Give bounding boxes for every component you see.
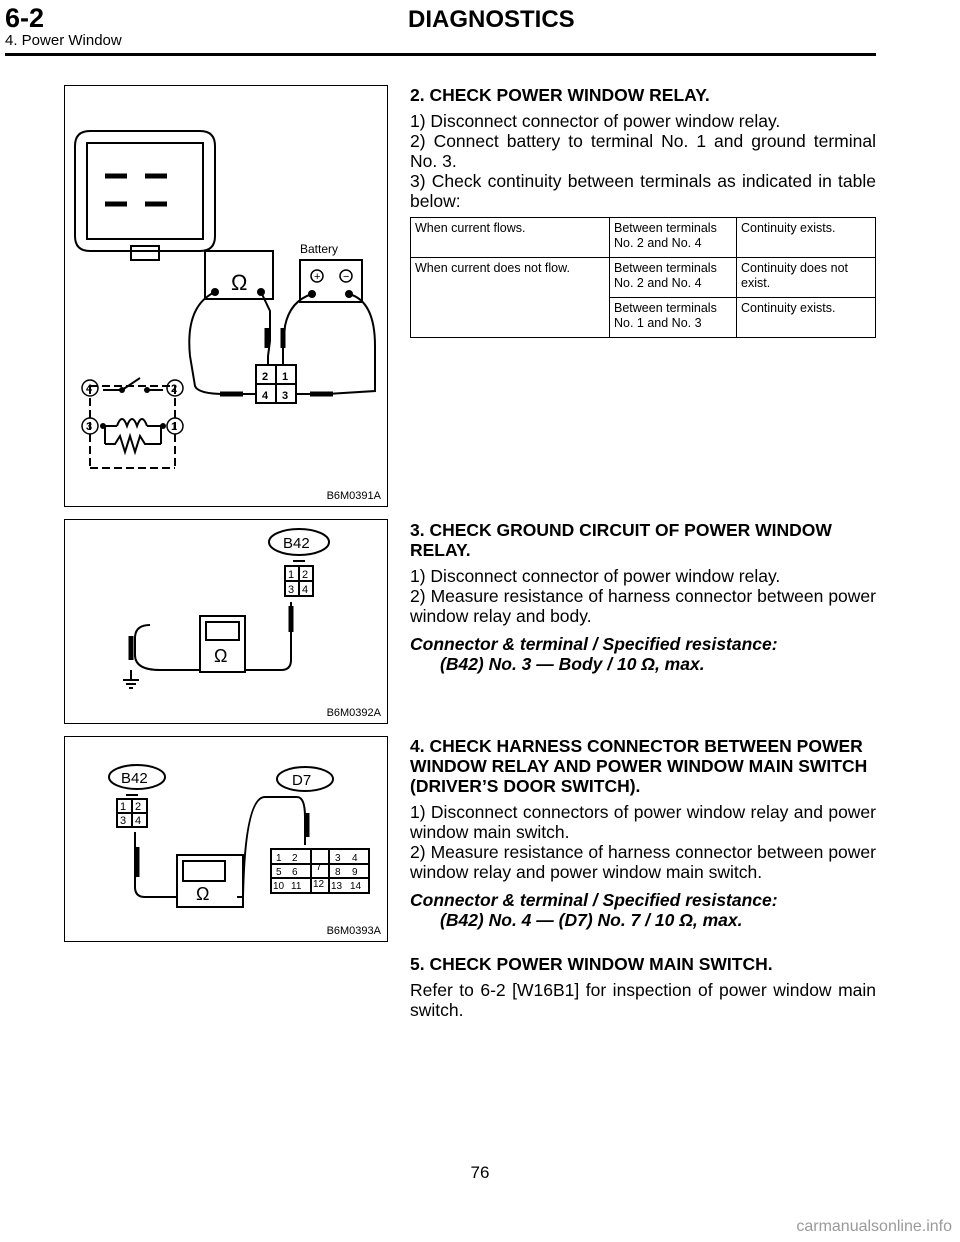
plus-sign: + (314, 271, 321, 283)
terminal-label: 2 (171, 383, 178, 395)
figure-code: B6M0392A (326, 707, 381, 719)
pin-label: 14 (350, 881, 362, 892)
section-heading: 4. CHECK HARNESS CONNECTOR BETWEEN POWER WINDOW RELAY AND POWER WINDOW MAIN SWITCH (DRIVER’S DOOR SWITCH). (410, 736, 868, 796)
pin-label: 8 (335, 867, 341, 878)
spec-value: (B42) No. 4 — (D7) No. 7 / 10 Ω, max. (440, 910, 743, 930)
table-cell: Continuity exists. (737, 218, 876, 258)
pin-label: 12 (313, 879, 325, 890)
spec-label: Connector & terminal / Specified resistance: (410, 890, 778, 910)
spec-block (410, 890, 876, 930)
connector-label: D7 (292, 772, 312, 789)
pin-label: 10 (273, 881, 285, 892)
table-cell: Between terminals No. 2 and No. 4 (610, 218, 737, 258)
pin-label: 4 (302, 584, 309, 596)
table-cell: Between terminals No. 2 and No. 4 (610, 258, 737, 298)
section-heading: 3. CHECK GROUND CIRCUIT OF POWER WINDOW RELAY. (410, 520, 832, 560)
pin-label: 1 (288, 569, 295, 581)
terminal-label: 1 (171, 421, 178, 433)
pin-label: 5 (276, 867, 282, 878)
spec-label: Connector & terminal / Specified resistance: (410, 634, 778, 654)
table-row (411, 258, 876, 298)
step-text: 2) Measure resistance of harness connector between power window relay and power window main switch. (410, 842, 876, 882)
section-check-harness (410, 736, 876, 930)
terminal-label: 4 (86, 383, 93, 395)
harness-connector-diagram (65, 737, 387, 941)
page-title: DIAGNOSTICS (408, 6, 575, 33)
battery-label: Battery (300, 242, 339, 256)
watermark: carmanualsonline.info (796, 1218, 952, 1235)
ohm-symbol: Ω (214, 646, 228, 666)
section-check-main-switch (410, 954, 876, 1020)
spec-value: (B42) No. 3 — Body / 10 Ω, max. (440, 654, 705, 674)
pin-label: 4 (135, 815, 142, 827)
connector-label: B42 (121, 770, 148, 787)
pin-label: 4 (352, 853, 358, 864)
pin-label: 6 (292, 867, 298, 878)
step-text: 1) Disconnect connectors of power window relay and power window main switch. (410, 802, 876, 842)
pin-label: 11 (291, 881, 302, 892)
step-text: 3) Check continuity between terminals as indicated in table below: (410, 171, 876, 211)
section-heading: 5. CHECK POWER WINDOW MAIN SWITCH. (410, 954, 773, 974)
header-rule (5, 53, 876, 56)
section-subtitle: 4. Power Window (5, 32, 122, 49)
step-text: 1) Disconnect connector of power window relay. (410, 111, 781, 131)
terminal-label: 3 (86, 421, 93, 433)
pin-label: 4 (262, 390, 269, 402)
pin-label: 1 (276, 853, 282, 864)
table-cell: Continuity does not exist. (737, 258, 876, 298)
ohm-symbol: Ω (231, 270, 248, 295)
relay-test-diagram (65, 86, 387, 506)
section-check-ground (410, 520, 876, 674)
table-cell: When current flows. (411, 218, 610, 258)
section-heading: 2. CHECK POWER WINDOW RELAY. (410, 85, 710, 105)
section-check-relay (410, 85, 876, 338)
table-row (411, 218, 876, 258)
pin-label: 2 (262, 371, 269, 383)
step-text: 2) Measure resistance of harness connector between power window relay and body. (410, 586, 876, 626)
step-text: 1) Disconnect connector of power window relay. (410, 566, 781, 586)
section-code: 6-2 (5, 3, 45, 33)
figure-code: B6M0393A (326, 925, 381, 937)
pin-label: 9 (352, 867, 358, 878)
figure-ground-circuit (64, 519, 388, 724)
ground-circuit-diagram (65, 520, 387, 723)
page-number: 76 (470, 1163, 490, 1182)
table-cell: When current does not flow. (411, 258, 610, 338)
pin-label: 2 (135, 801, 142, 813)
pin-label: 3 (120, 815, 127, 827)
pin-label: 3 (288, 584, 295, 596)
pin-label: 13 (331, 881, 343, 892)
pin-label: 3 (282, 390, 289, 402)
figure-relay-test (64, 85, 388, 507)
pin-label: 7 (316, 862, 322, 873)
pin-label: 1 (120, 801, 127, 813)
step-text: 2) Connect battery to terminal No. 1 and ground terminal No. 3. (410, 131, 876, 171)
connector-label: B42 (283, 535, 310, 552)
figure-code: B6M0391A (326, 490, 381, 502)
spec-block (410, 634, 876, 674)
pin-label: 1 (282, 371, 289, 383)
body-text: Refer to 6-2 [W16B1] for inspection of power window main switch. (410, 980, 876, 1020)
pin-label: 3 (335, 853, 341, 864)
table-cell: Between terminals No. 1 and No. 3 (610, 298, 737, 338)
table-cell: Continuity exists. (737, 298, 876, 338)
minus-sign: − (343, 271, 350, 283)
continuity-table (410, 217, 876, 338)
pin-label: 2 (292, 853, 298, 864)
figure-harness-connector (64, 736, 388, 942)
ohm-symbol: Ω (196, 884, 210, 904)
pin-label: 2 (302, 569, 309, 581)
